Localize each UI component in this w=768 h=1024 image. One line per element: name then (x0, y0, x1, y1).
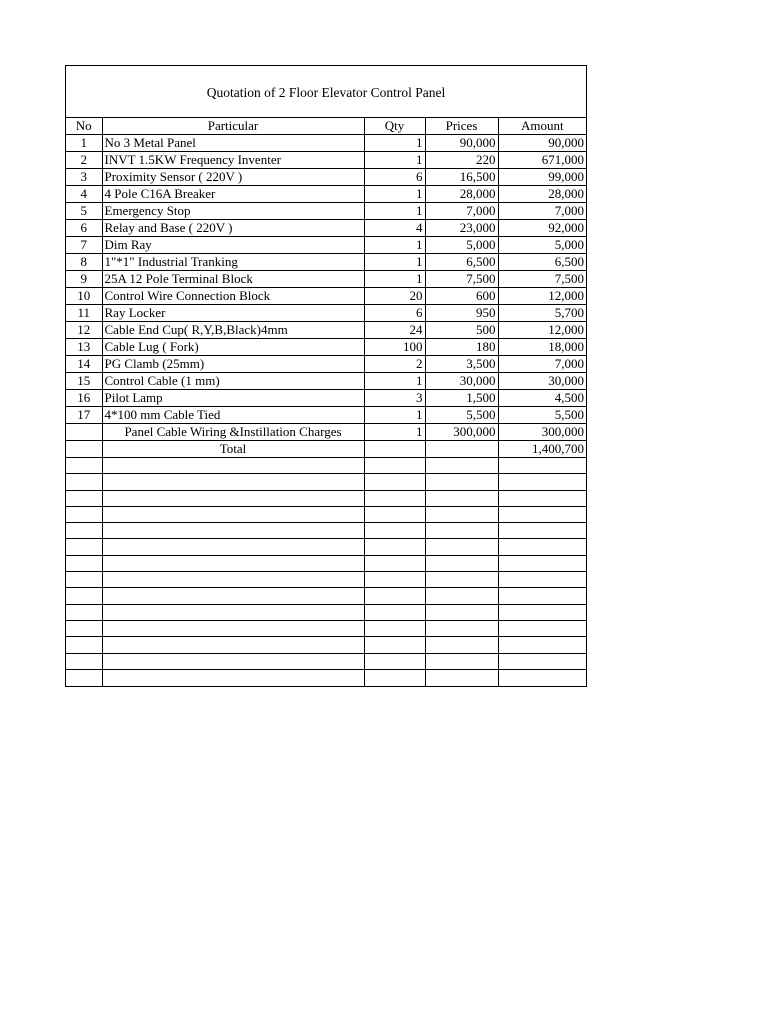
item-price: 7,000 (425, 203, 498, 220)
empty-row (66, 620, 586, 636)
item-no: 8 (66, 254, 102, 271)
item-no: 2 (66, 152, 102, 169)
table-row (66, 373, 586, 390)
empty-row (66, 572, 586, 588)
empty-cell (66, 474, 102, 490)
total-qty (364, 441, 425, 458)
empty-cell (364, 669, 425, 685)
empty-cell (364, 588, 425, 604)
empty-cell (102, 539, 364, 555)
empty-cell (364, 523, 425, 539)
empty-row (66, 669, 586, 685)
header-amount: Amount (498, 118, 586, 135)
item-particular: Control Wire Connection Block (102, 288, 364, 305)
item-no: 17 (66, 407, 102, 424)
item-amount: 28,000 (498, 186, 586, 203)
empty-cell (425, 539, 498, 555)
empty-cell (66, 539, 102, 555)
total-amount: 1,400,700 (498, 441, 586, 458)
empty-cell (364, 620, 425, 636)
empty-cell (364, 653, 425, 669)
empty-cell (102, 620, 364, 636)
charges-particular: Panel Cable Wiring &Instillation Charges (102, 424, 364, 441)
quotation-title: Quotation of 2 Floor Elevator Control Panel (66, 66, 586, 118)
item-qty: 1 (364, 254, 425, 271)
empty-cell (425, 572, 498, 588)
empty-cell (498, 474, 586, 490)
item-no: 7 (66, 237, 102, 254)
empty-cell (66, 555, 102, 571)
empty-cell (425, 555, 498, 571)
table-row (66, 322, 586, 339)
item-price: 220 (425, 152, 498, 169)
item-price: 30,000 (425, 373, 498, 390)
total-price (425, 441, 498, 458)
item-no: 13 (66, 339, 102, 356)
item-price: 180 (425, 339, 498, 356)
item-no: 10 (66, 288, 102, 305)
empty-cell (364, 572, 425, 588)
item-no: 4 (66, 186, 102, 203)
item-qty: 1 (364, 271, 425, 288)
empty-row (66, 490, 586, 506)
item-no: 3 (66, 169, 102, 186)
empty-cell (425, 604, 498, 620)
item-amount: 12,000 (498, 322, 586, 339)
item-no: 6 (66, 220, 102, 237)
item-no: 15 (66, 373, 102, 390)
item-amount: 90,000 (498, 135, 586, 152)
empty-cell (425, 506, 498, 522)
empty-cell (66, 572, 102, 588)
item-qty: 1 (364, 135, 425, 152)
table-row (66, 220, 586, 237)
empty-cell (102, 653, 364, 669)
item-price: 600 (425, 288, 498, 305)
item-amount: 5,500 (498, 407, 586, 424)
empty-row (66, 653, 586, 669)
item-amount: 92,000 (498, 220, 586, 237)
empty-cell (66, 637, 102, 653)
table-row (66, 152, 586, 169)
empty-cell (364, 539, 425, 555)
item-particular: Proximity Sensor ( 220V ) (102, 169, 364, 186)
item-qty: 1 (364, 203, 425, 220)
empty-cell (364, 637, 425, 653)
table-row (66, 135, 586, 152)
item-particular: 1"*1" Industrial Tranking (102, 254, 364, 271)
item-price: 16,500 (425, 169, 498, 186)
empty-cell (425, 523, 498, 539)
item-amount: 99,000 (498, 169, 586, 186)
item-no: 16 (66, 390, 102, 407)
empty-cell (102, 458, 364, 474)
item-no: 9 (66, 271, 102, 288)
empty-row (66, 637, 586, 653)
total-no (66, 441, 102, 458)
empty-cell (364, 555, 425, 571)
empty-cell (425, 669, 498, 685)
item-qty: 1 (364, 237, 425, 254)
empty-cell (498, 669, 586, 685)
item-particular: Emergency Stop (102, 203, 364, 220)
charges-row (66, 424, 586, 441)
item-price: 1,500 (425, 390, 498, 407)
header-qty: Qty (364, 118, 425, 135)
total-label: Total (102, 441, 364, 458)
table-row (66, 407, 586, 424)
item-particular: Relay and Base ( 220V ) (102, 220, 364, 237)
table-row (66, 254, 586, 271)
empty-cell (66, 588, 102, 604)
item-particular: Control Cable (1 mm) (102, 373, 364, 390)
empty-cell (102, 555, 364, 571)
item-amount: 671,000 (498, 152, 586, 169)
empty-cell (66, 458, 102, 474)
charges-price: 300,000 (425, 424, 498, 441)
header-row (66, 118, 586, 135)
empty-cell (66, 506, 102, 522)
empty-cell (102, 669, 364, 685)
item-particular: PG Clamb (25mm) (102, 356, 364, 373)
item-particular: Cable Lug ( Fork) (102, 339, 364, 356)
empty-cell (498, 604, 586, 620)
empty-cell (102, 474, 364, 490)
empty-row (66, 539, 586, 555)
empty-cell (102, 490, 364, 506)
item-price: 7,500 (425, 271, 498, 288)
empty-row (66, 474, 586, 490)
item-price: 500 (425, 322, 498, 339)
empty-row (66, 458, 586, 474)
item-qty: 20 (364, 288, 425, 305)
item-qty: 1 (364, 186, 425, 203)
item-price: 28,000 (425, 186, 498, 203)
header-particular: Particular (102, 118, 364, 135)
total-row (66, 441, 586, 458)
item-no: 11 (66, 305, 102, 322)
empty-row (66, 588, 586, 604)
item-particular: Dim Ray (102, 237, 364, 254)
empty-row (66, 506, 586, 522)
item-particular: 4 Pole C16A Breaker (102, 186, 364, 203)
empty-cell (425, 458, 498, 474)
item-amount: 18,000 (498, 339, 586, 356)
item-amount: 30,000 (498, 373, 586, 390)
empty-cell (425, 490, 498, 506)
empty-cell (498, 458, 586, 474)
empty-cell (102, 637, 364, 653)
item-particular: Cable End Cup( R,Y,B,Black)4mm (102, 322, 364, 339)
empty-cell (425, 653, 498, 669)
item-price: 3,500 (425, 356, 498, 373)
empty-cell (102, 572, 364, 588)
empty-row (66, 604, 586, 620)
table-row (66, 169, 586, 186)
empty-cell (498, 539, 586, 555)
item-amount: 4,500 (498, 390, 586, 407)
charges-no (66, 424, 102, 441)
empty-cell (102, 523, 364, 539)
item-qty: 6 (364, 305, 425, 322)
item-qty: 1 (364, 373, 425, 390)
empty-cell (364, 458, 425, 474)
item-price: 950 (425, 305, 498, 322)
header-prices: Prices (425, 118, 498, 135)
item-amount: 7,000 (498, 203, 586, 220)
empty-cell (102, 506, 364, 522)
empty-cell (364, 474, 425, 490)
table-row (66, 356, 586, 373)
item-price: 5,500 (425, 407, 498, 424)
empty-cell (498, 506, 586, 522)
empty-cell (498, 620, 586, 636)
table-row (66, 237, 586, 254)
empty-cell (498, 572, 586, 588)
item-particular: 4*100 mm Cable Tied (102, 407, 364, 424)
empty-cell (66, 604, 102, 620)
table-row (66, 305, 586, 322)
empty-cell (364, 506, 425, 522)
item-qty: 1 (364, 152, 425, 169)
item-amount: 6,500 (498, 254, 586, 271)
item-no: 1 (66, 135, 102, 152)
item-particular: Pilot Lamp (102, 390, 364, 407)
item-amount: 7,000 (498, 356, 586, 373)
quotation-table (66, 118, 586, 686)
empty-cell (66, 669, 102, 685)
item-particular: Ray Locker (102, 305, 364, 322)
item-price: 5,000 (425, 237, 498, 254)
empty-row (66, 523, 586, 539)
item-qty: 6 (364, 169, 425, 186)
item-amount: 7,500 (498, 271, 586, 288)
empty-cell (364, 604, 425, 620)
item-particular: 25A 12 Pole Terminal Block (102, 271, 364, 288)
empty-cell (498, 490, 586, 506)
item-qty: 3 (364, 390, 425, 407)
item-price: 90,000 (425, 135, 498, 152)
empty-cell (425, 474, 498, 490)
item-amount: 12,000 (498, 288, 586, 305)
table-row (66, 271, 586, 288)
item-qty: 1 (364, 407, 425, 424)
table-row (66, 203, 586, 220)
table-row (66, 339, 586, 356)
charges-qty: 1 (364, 424, 425, 441)
item-amount: 5,700 (498, 305, 586, 322)
empty-cell (498, 637, 586, 653)
item-particular: No 3 Metal Panel (102, 135, 364, 152)
table-row (66, 288, 586, 305)
header-no: No (66, 118, 102, 135)
empty-cell (425, 620, 498, 636)
empty-cell (498, 588, 586, 604)
table-row (66, 390, 586, 407)
empty-cell (66, 653, 102, 669)
empty-cell (498, 555, 586, 571)
empty-cell (498, 653, 586, 669)
empty-cell (102, 604, 364, 620)
empty-cell (425, 637, 498, 653)
empty-cell (66, 523, 102, 539)
table-row (66, 186, 586, 203)
empty-cell (66, 620, 102, 636)
item-particular: INVT 1.5KW Frequency Inventer (102, 152, 364, 169)
item-price: 23,000 (425, 220, 498, 237)
item-qty: 24 (364, 322, 425, 339)
item-no: 14 (66, 356, 102, 373)
item-qty: 4 (364, 220, 425, 237)
item-qty: 2 (364, 356, 425, 373)
item-no: 5 (66, 203, 102, 220)
empty-row (66, 555, 586, 571)
empty-cell (498, 523, 586, 539)
item-amount: 5,000 (498, 237, 586, 254)
empty-cell (102, 588, 364, 604)
empty-cell (425, 588, 498, 604)
item-qty: 100 (364, 339, 425, 356)
quotation-sheet (65, 65, 587, 687)
empty-cell (364, 490, 425, 506)
empty-cell (66, 490, 102, 506)
item-no: 12 (66, 322, 102, 339)
item-price: 6,500 (425, 254, 498, 271)
charges-amount: 300,000 (498, 424, 586, 441)
